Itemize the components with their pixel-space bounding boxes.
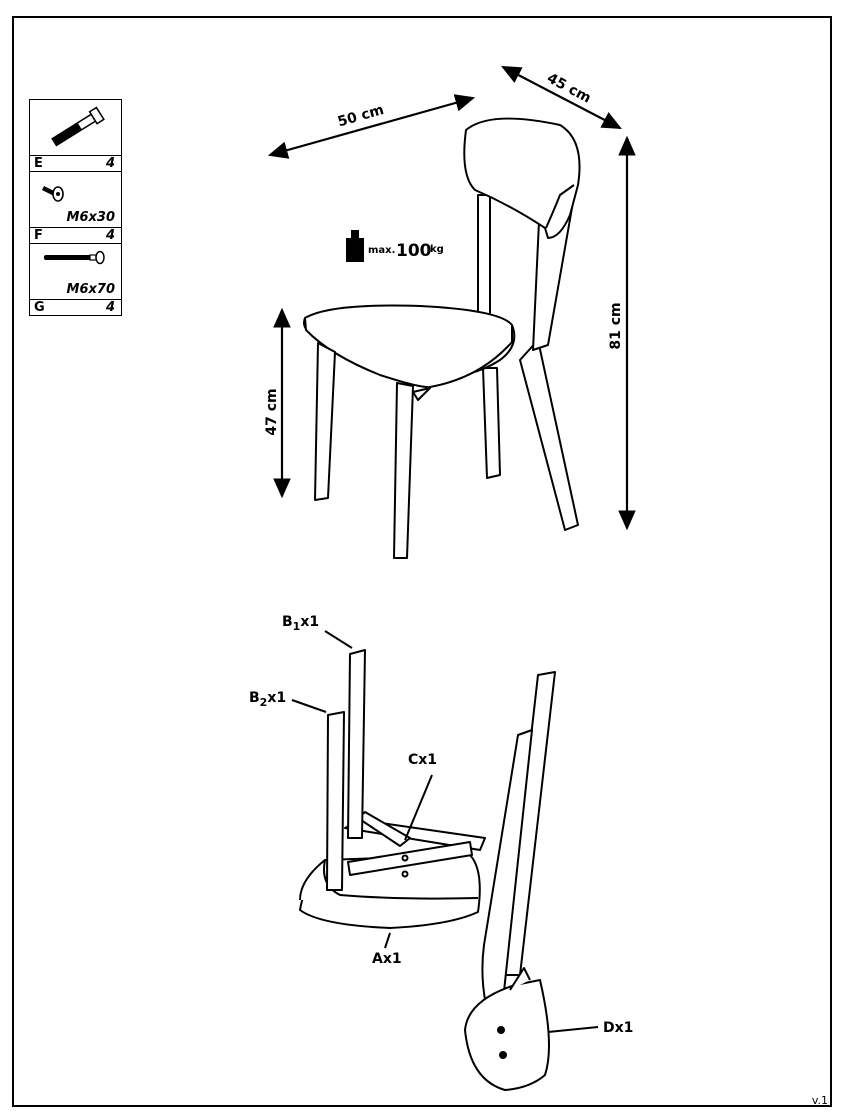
height-label: 81 cm bbox=[608, 302, 624, 350]
seat-height-label: 47 cm bbox=[264, 388, 280, 436]
part-f-qty: 4 bbox=[105, 228, 115, 243]
exploded-chair bbox=[300, 650, 555, 1090]
label-b2: $B_2x1$ bbox=[249, 690, 287, 709]
max-load-prefix: max. bbox=[368, 245, 396, 256]
part-f-size: M6x30 bbox=[66, 210, 115, 225]
weight-icon bbox=[346, 230, 364, 262]
part-g-qty: 4 bbox=[105, 300, 115, 315]
part-e-qty: 4 bbox=[105, 156, 115, 171]
width-label: 50 cm bbox=[335, 101, 386, 131]
part-g-size: M6x70 bbox=[66, 282, 115, 297]
part-e-letter: E bbox=[34, 156, 43, 171]
depth-label: 45 cm bbox=[544, 70, 594, 107]
label-c: Cx1 bbox=[408, 752, 438, 768]
label-b1: $B_1x1$ bbox=[282, 614, 320, 633]
max-load-value: 100 bbox=[396, 241, 432, 261]
version-label: v.1 bbox=[811, 1094, 828, 1107]
assembled-chair bbox=[304, 119, 580, 558]
part-g-letter: G bbox=[34, 300, 45, 315]
label-a: Ax1 bbox=[372, 951, 402, 967]
label-d: Dx1 bbox=[603, 1020, 634, 1036]
part-f-letter: F bbox=[34, 228, 43, 243]
max-load-unit: kg bbox=[430, 244, 444, 255]
